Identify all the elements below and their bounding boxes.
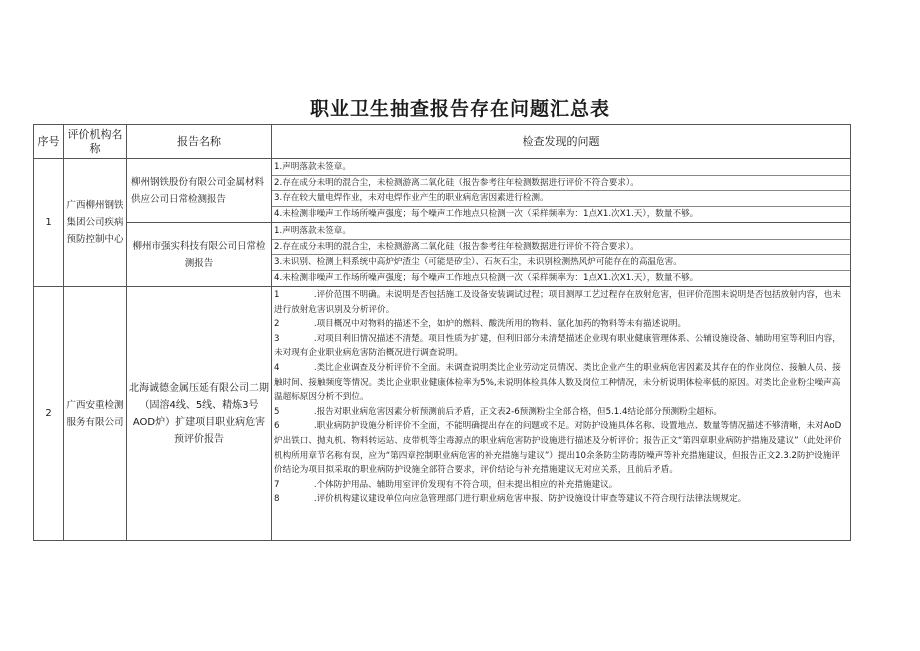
row-number: 2 — [34, 287, 64, 541]
issue-item: 4.未检测非噪声工作场所噪声强度；每个噪声工作地点只检测一次（采样频率为：1点X1.次X1.天），数量不够。 — [274, 272, 699, 283]
issue-item: 2.存在成分未明的混合尘，未检测游离二氧化硅（报告参考往年检测数据进行评价不符合要求）。 — [272, 176, 850, 192]
issue-item: 1.声明落款未签章。 — [272, 160, 850, 176]
issue-item: 4 .类比企业调查及分析评价不全面。未调查说明类比企业劳动定员情况、类比企业产生的职业病危害因素及其存在的作业岗位、接触人员、接触时间、接触频度等情况。类比企业职业健康体检率为5%,未说明体检具体人数及岗位工种情况，未分析说明体检率低的原因。对类比企业粉尘噪声高温超标原因分析不到位。 — [274, 362, 841, 403]
org-name: 广西安重检测服务有限公司 — [64, 287, 127, 541]
issue-item: 3.存在较大量电焊作业，未对电焊作业产生的职业病危害因素进行检测。 — [272, 191, 850, 207]
report-name: 柳州市强实科技有限公司日常检测报告 — [127, 223, 272, 287]
report-name: 北海诚德金属压延有限公司二期（固溶4线、5线、精炼3号AOD炉）扩建项目职业病危害预评价报告 — [127, 287, 272, 541]
issue-item: 7 .个体防护用品、辅助用室评价发现有不符合项，但未提出相应的补充措施建议。 — [274, 479, 618, 490]
page-title: 职业卫生抽查报告存在问题汇总表 — [309, 98, 610, 120]
issue-list — [272, 287, 850, 508]
issue-list — [272, 223, 850, 286]
table-row — [34, 223, 851, 287]
issue-item: 4.未检测非噪声工作场所噪声强度；每个噪声工作地点只检测一次（采样频率为：1点X1.次X1.天），数量不够。 — [274, 208, 699, 219]
issue-item: 8 .评价机构建议建设单位向应急管理部门进行职业病危害申报、防护设施设计审查等建议不符合现行法律法规规定。 — [274, 494, 747, 505]
report-name: 柳州钢铁股份有限公司金属材料供应公司日常检测报告 — [127, 159, 272, 223]
issue-item: 3.未识别、检测上料系统中高炉炉渣尘（可能是矽尘）、石灰石尘，未识别检测热风炉可能存在的高温危害。 — [272, 255, 850, 271]
issue-item: 2 .项目概况中对物料的描述不全，如炉的燃料、酸洗所用的物料、氩化加药的物料等未有描述说明。 — [274, 319, 687, 330]
header-issues: 检查发现的问题 — [272, 125, 851, 159]
table-header-row — [34, 125, 851, 159]
org-name: 广西柳州钢铁集团公司疾病预防控制中心 — [64, 159, 127, 287]
header-no: 序号 — [34, 125, 64, 159]
issue-cell — [272, 223, 851, 287]
header-report: 报告名称 — [127, 125, 272, 159]
issue-item: 6 .职业病防护设施分析评价不全面，不能明确提出存在的问题或不足。对防护设施具体名称、设置地点、数量等情况描述不够清晰，未对AoD炉出铁口、抛丸机、物料转运站、皮带机等尘毒源点的职业病危害防护设施进行描述及分析评价；报告正文“第四章职业病防护措施及建议”（此处评价机构所用章节名称有误，应为“第四章控制职业病危害的补充措施与建议”）提出10余条防尘防毒防噪声等补充措施建议，但报告正文2.3.2防护设施评价结论为项目拟采取的职业病防护设施全部符合要求，评价结论与补充措施建议无对应关系，且前后矛盾。 — [274, 421, 842, 476]
issue-item: 1.声明落款未签章。 — [272, 224, 850, 240]
issue-cell — [272, 287, 851, 541]
table-row — [34, 159, 851, 223]
issue-item: 1 .评价范围不明确。未说明是否包括施工及设备安装调试过程；项目测厚工艺过程存在放射危害，但评价范围未说明是否包括放射内容，也未进行放射危害识别及分析评价。 — [274, 290, 841, 315]
issue-list — [272, 159, 850, 222]
issues-table — [33, 124, 851, 541]
issue-item: 2.存在成分未明的混合尘，未检测游离二氧化硅（报告参考往年检测数据进行评价不符合要求）。 — [272, 240, 850, 256]
header-org: 评价机构名称 — [64, 125, 127, 159]
issue-cell — [272, 159, 851, 223]
issue-item: 3 .对项目利旧情况描述不清楚。项目性质为扩建，但利旧部分未清楚描述企业现有职业健康管理体系、公辅设施设备、辅助用室等利旧内容，未对现有企业职业病危害防治概况进行调查说明。 — [274, 333, 841, 359]
table-row — [34, 287, 851, 541]
row-number: 1 — [34, 159, 64, 287]
issue-item: 5 .报告对职业病危害因素分析预测前后矛盾，正文表2-6预测粉尘全部合格，但5.1.4结论部分预测粉尘超标。 — [274, 406, 723, 417]
